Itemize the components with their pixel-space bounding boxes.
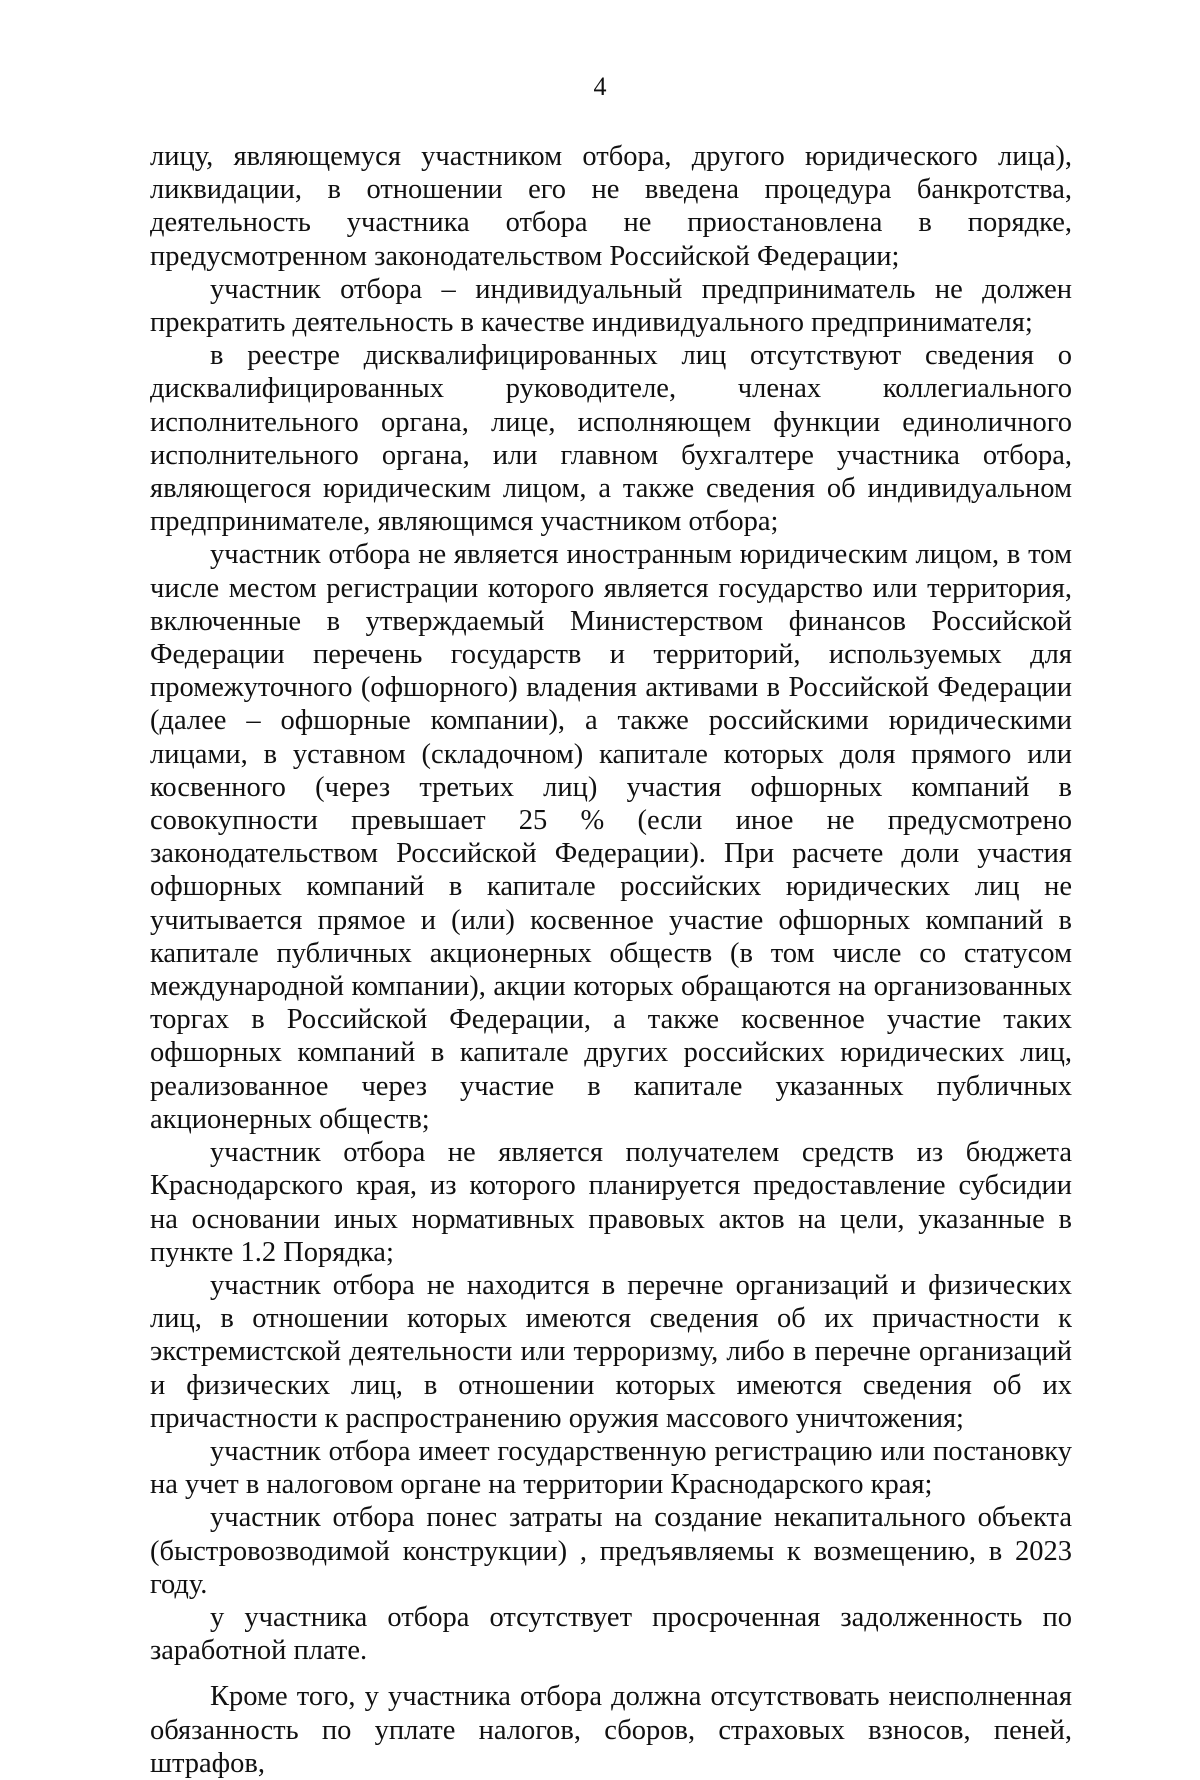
paragraph-costs: участник отбора понес затраты на создание некапитального объекта (быстровозводимой конструкции) , предъявляемы к возмещению, в 2023 году.: [150, 1502, 1072, 1600]
paragraph-budget-recipient: участник отбора не является получателем средств из бюджета Краснодарского края, из которого планируется предоставление субсидии на основании иных нормативных правовых актов на цели, указанные в пункте 1.2 Порядка;: [150, 1137, 1072, 1268]
paragraph-disqualified-persons: в реестре дисквалифицированных лиц отсутствуют сведения о дисквалифицированных руководителе, членах коллегиального исполнительного органа, лице, исполняющем функции единоличного исполнительного органа, или главном бухгалтере участника отбора, являющегося юридическим лицом, а также сведения об индивидуальном предпринимателе, являющимся участником отбора;: [150, 340, 1072, 538]
document-body: [150, 140, 1072, 1780]
paragraph-sole-proprietor: участник отбора – индивидуальный предприниматель не должен прекратить деятельность в качестве индивидуального предпринимателя;: [150, 273, 1072, 339]
paragraph-extremism-list: участник отбора не находится в перечне организаций и физических лиц, в отношении которых имеются сведения об их причастности к экстремистской деятельности или терроризму, либо в перечне организаций и физических лиц, в отношении которых имеются сведения об их причастности к распространению оружия массового уничтожения;: [150, 1269, 1072, 1434]
paragraph-offshore-companies: участник отбора не является иностранным юридическим лицом, в том числе местом регистрации которого является государство или территория, включенные в утверждаемый Министерством финансов Российской Федерации перечень государств и территорий, используемых для промежуточного (офшорного) владения активами в Российской Федерации (далее – офшорные компании), а также российскими юридическими лицами, в уставном (складочном) капитале которых доля прямого или косвенного (через третьих лиц) участия офшорных компаний в совокупности превышает 25 % (если иное не предусмотрено законодательством Российской Федерации). При расчете доли участия офшорных компаний в капитале российских юридических лиц не учитывается прямое и (или) косвенное участие офшорных компаний в капитале публичных акционерных обществ (в том числе со статусом международной компании), акции которых обращаются на организованных торгах в Российской Федерации, а также косвенное участие таких офшорных компаний в капитале других российских юридических лиц, реализованное через участие в капитале указанных публичных акционерных обществ;: [150, 539, 1072, 1135]
paragraph-tax-obligations: Кроме того, у участника отбора должна отсутствовать неисполненная обязанность по уплате налогов, сборов, страховых взносов, пеней, штрафов,: [150, 1681, 1072, 1779]
paragraph-continuation: лицу, являющемуся участником отбора, другого юридического лица), ликвидации, в отношении его не введена процедура банкротства, деятельность участника отбора не приостановлена в порядке, предусмотренном законодательством Российской Федерации;: [150, 141, 1072, 272]
page-number: 4: [593, 72, 607, 101]
paragraph-wage-arrears: у участника отбора отсутствует просроченная задолженность по заработной плате.: [150, 1601, 1072, 1667]
paragraph-registration: участник отбора имеет государственную регистрацию или постановку на учет в налоговом органе на территории Краснодарского края;: [150, 1435, 1072, 1501]
